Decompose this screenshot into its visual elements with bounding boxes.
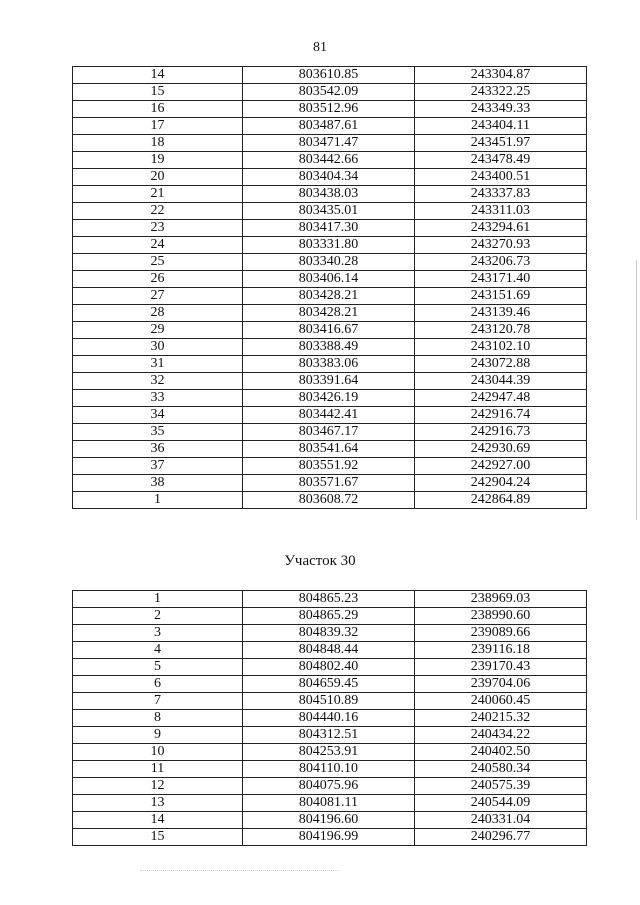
table-row bbox=[73, 441, 587, 458]
point-number-cell: 3 bbox=[73, 625, 243, 642]
x-coordinate-cell: 803331.80 bbox=[243, 237, 415, 254]
x-coordinate-cell: 804802.40 bbox=[243, 659, 415, 676]
y-coordinate-cell: 243171.40 bbox=[415, 271, 587, 288]
table-row bbox=[73, 458, 587, 475]
x-coordinate-cell: 804865.23 bbox=[243, 591, 415, 608]
x-coordinate-cell: 803426.19 bbox=[243, 390, 415, 407]
x-coordinate-cell: 803551.92 bbox=[243, 458, 415, 475]
point-number-cell: 10 bbox=[73, 744, 243, 761]
table-row bbox=[73, 84, 587, 101]
point-number-cell: 13 bbox=[73, 795, 243, 812]
y-coordinate-cell: 240575.39 bbox=[415, 778, 587, 795]
x-coordinate-cell: 804312.51 bbox=[243, 727, 415, 744]
x-coordinate-cell: 804196.60 bbox=[243, 812, 415, 829]
point-number-cell: 34 bbox=[73, 407, 243, 424]
y-coordinate-cell: 243072.88 bbox=[415, 356, 587, 373]
x-coordinate-cell: 804510.89 bbox=[243, 693, 415, 710]
table-body bbox=[73, 591, 587, 846]
table-row bbox=[73, 135, 587, 152]
y-coordinate-cell: 243206.73 bbox=[415, 254, 587, 271]
table-row bbox=[73, 407, 587, 424]
point-number-cell: 1 bbox=[73, 591, 243, 608]
point-number-cell: 12 bbox=[73, 778, 243, 795]
y-coordinate-cell: 238990.60 bbox=[415, 608, 587, 625]
x-coordinate-cell: 803442.66 bbox=[243, 152, 415, 169]
point-number-cell: 31 bbox=[73, 356, 243, 373]
point-number-cell: 22 bbox=[73, 203, 243, 220]
x-coordinate-cell: 803435.01 bbox=[243, 203, 415, 220]
x-coordinate-cell: 803404.34 bbox=[243, 169, 415, 186]
x-coordinate-cell: 803512.96 bbox=[243, 101, 415, 118]
x-coordinate-cell: 803571.67 bbox=[243, 475, 415, 492]
y-coordinate-cell: 240544.09 bbox=[415, 795, 587, 812]
y-coordinate-cell: 240434.22 bbox=[415, 727, 587, 744]
coordinates-table-top bbox=[72, 66, 587, 509]
x-coordinate-cell: 804253.91 bbox=[243, 744, 415, 761]
y-coordinate-cell: 243311.03 bbox=[415, 203, 587, 220]
table-row bbox=[73, 67, 587, 84]
table-row bbox=[73, 475, 587, 492]
point-number-cell: 38 bbox=[73, 475, 243, 492]
table-row bbox=[73, 761, 587, 778]
y-coordinate-cell: 243451.97 bbox=[415, 135, 587, 152]
point-number-cell: 35 bbox=[73, 424, 243, 441]
point-number-cell: 28 bbox=[73, 305, 243, 322]
y-coordinate-cell: 242947.48 bbox=[415, 390, 587, 407]
y-coordinate-cell: 243400.51 bbox=[415, 169, 587, 186]
point-number-cell: 30 bbox=[73, 339, 243, 356]
y-coordinate-cell: 243349.33 bbox=[415, 101, 587, 118]
point-number-cell: 17 bbox=[73, 118, 243, 135]
table-row bbox=[73, 812, 587, 829]
x-coordinate-cell: 803391.64 bbox=[243, 373, 415, 390]
point-number-cell: 27 bbox=[73, 288, 243, 305]
table-row bbox=[73, 305, 587, 322]
point-number-cell: 5 bbox=[73, 659, 243, 676]
y-coordinate-cell: 243044.39 bbox=[415, 373, 587, 390]
y-coordinate-cell: 239704.06 bbox=[415, 676, 587, 693]
y-coordinate-cell: 243322.25 bbox=[415, 84, 587, 101]
y-coordinate-cell: 243102.10 bbox=[415, 339, 587, 356]
x-coordinate-cell: 803541.64 bbox=[243, 441, 415, 458]
table-row bbox=[73, 492, 587, 509]
table-row bbox=[73, 101, 587, 118]
table-row bbox=[73, 795, 587, 812]
table-row bbox=[73, 356, 587, 373]
x-coordinate-cell: 803471.47 bbox=[243, 135, 415, 152]
y-coordinate-cell: 243404.11 bbox=[415, 118, 587, 135]
y-coordinate-cell: 239170.43 bbox=[415, 659, 587, 676]
table-row bbox=[73, 237, 587, 254]
point-number-cell: 14 bbox=[73, 812, 243, 829]
scan-edge-mark bbox=[636, 260, 637, 520]
y-coordinate-cell: 243151.69 bbox=[415, 288, 587, 305]
x-coordinate-cell: 804848.44 bbox=[243, 642, 415, 659]
point-number-cell: 18 bbox=[73, 135, 243, 152]
y-coordinate-cell: 243478.49 bbox=[415, 152, 587, 169]
point-number-cell: 6 bbox=[73, 676, 243, 693]
y-coordinate-cell: 243294.61 bbox=[415, 220, 587, 237]
coordinates-table-section-30 bbox=[72, 590, 587, 846]
table-body bbox=[73, 67, 587, 509]
y-coordinate-cell: 242916.73 bbox=[415, 424, 587, 441]
x-coordinate-cell: 803388.49 bbox=[243, 339, 415, 356]
point-number-cell: 1 bbox=[73, 492, 243, 509]
page-number: 81 bbox=[313, 40, 327, 55]
y-coordinate-cell: 242904.24 bbox=[415, 475, 587, 492]
table-row bbox=[73, 424, 587, 441]
table-row bbox=[73, 373, 587, 390]
y-coordinate-cell: 242916.74 bbox=[415, 407, 587, 424]
scan-artifact bbox=[140, 870, 340, 875]
table-row bbox=[73, 271, 587, 288]
y-coordinate-cell: 240580.34 bbox=[415, 761, 587, 778]
point-number-cell: 21 bbox=[73, 186, 243, 203]
point-number-cell: 16 bbox=[73, 101, 243, 118]
x-coordinate-cell: 804196.99 bbox=[243, 829, 415, 846]
x-coordinate-cell: 804440.16 bbox=[243, 710, 415, 727]
y-coordinate-cell: 242930.69 bbox=[415, 441, 587, 458]
table-row bbox=[73, 608, 587, 625]
x-coordinate-cell: 803428.21 bbox=[243, 305, 415, 322]
x-coordinate-cell: 804110.10 bbox=[243, 761, 415, 778]
x-coordinate-cell: 804081.11 bbox=[243, 795, 415, 812]
table-row bbox=[73, 322, 587, 339]
x-coordinate-cell: 804659.45 bbox=[243, 676, 415, 693]
section-title: Участок 30 bbox=[284, 553, 356, 569]
table-row bbox=[73, 118, 587, 135]
y-coordinate-cell: 239089.66 bbox=[415, 625, 587, 642]
point-number-cell: 25 bbox=[73, 254, 243, 271]
x-coordinate-cell: 804839.32 bbox=[243, 625, 415, 642]
point-number-cell: 20 bbox=[73, 169, 243, 186]
table-row bbox=[73, 152, 587, 169]
point-number-cell: 4 bbox=[73, 642, 243, 659]
x-coordinate-cell: 803542.09 bbox=[243, 84, 415, 101]
point-number-cell: 32 bbox=[73, 373, 243, 390]
y-coordinate-cell: 240331.04 bbox=[415, 812, 587, 829]
y-coordinate-cell: 243337.83 bbox=[415, 186, 587, 203]
x-coordinate-cell: 803417.30 bbox=[243, 220, 415, 237]
point-number-cell: 15 bbox=[73, 84, 243, 101]
x-coordinate-cell: 803406.14 bbox=[243, 271, 415, 288]
point-number-cell: 23 bbox=[73, 220, 243, 237]
table-row bbox=[73, 254, 587, 271]
y-coordinate-cell: 243120.78 bbox=[415, 322, 587, 339]
point-number-cell: 9 bbox=[73, 727, 243, 744]
x-coordinate-cell: 804075.96 bbox=[243, 778, 415, 795]
table-row bbox=[73, 744, 587, 761]
x-coordinate-cell: 803487.61 bbox=[243, 118, 415, 135]
x-coordinate-cell: 803428.21 bbox=[243, 288, 415, 305]
point-number-cell: 24 bbox=[73, 237, 243, 254]
table-row bbox=[73, 727, 587, 744]
y-coordinate-cell: 240402.50 bbox=[415, 744, 587, 761]
x-coordinate-cell: 803467.17 bbox=[243, 424, 415, 441]
table-row bbox=[73, 625, 587, 642]
x-coordinate-cell: 803383.06 bbox=[243, 356, 415, 373]
x-coordinate-cell: 803416.67 bbox=[243, 322, 415, 339]
y-coordinate-cell: 240060.45 bbox=[415, 693, 587, 710]
table-row bbox=[73, 169, 587, 186]
table-row bbox=[73, 591, 587, 608]
table-row bbox=[73, 642, 587, 659]
table-row bbox=[73, 693, 587, 710]
point-number-cell: 37 bbox=[73, 458, 243, 475]
y-coordinate-cell: 239116.18 bbox=[415, 642, 587, 659]
y-coordinate-cell: 243139.46 bbox=[415, 305, 587, 322]
point-number-cell: 19 bbox=[73, 152, 243, 169]
point-number-cell: 29 bbox=[73, 322, 243, 339]
x-coordinate-cell: 803610.85 bbox=[243, 67, 415, 84]
y-coordinate-cell: 238969.03 bbox=[415, 591, 587, 608]
y-coordinate-cell: 243304.87 bbox=[415, 67, 587, 84]
table-row bbox=[73, 186, 587, 203]
y-coordinate-cell: 240296.77 bbox=[415, 829, 587, 846]
point-number-cell: 33 bbox=[73, 390, 243, 407]
x-coordinate-cell: 803442.41 bbox=[243, 407, 415, 424]
table-row bbox=[73, 659, 587, 676]
point-number-cell: 11 bbox=[73, 761, 243, 778]
table-row bbox=[73, 778, 587, 795]
table-row bbox=[73, 203, 587, 220]
point-number-cell: 2 bbox=[73, 608, 243, 625]
y-coordinate-cell: 240215.32 bbox=[415, 710, 587, 727]
table-row bbox=[73, 339, 587, 356]
y-coordinate-cell: 243270.93 bbox=[415, 237, 587, 254]
x-coordinate-cell: 803438.03 bbox=[243, 186, 415, 203]
table-row bbox=[73, 390, 587, 407]
y-coordinate-cell: 242864.89 bbox=[415, 492, 587, 509]
point-number-cell: 7 bbox=[73, 693, 243, 710]
point-number-cell: 26 bbox=[73, 271, 243, 288]
point-number-cell: 15 bbox=[73, 829, 243, 846]
table-row bbox=[73, 829, 587, 846]
x-coordinate-cell: 803608.72 bbox=[243, 492, 415, 509]
table-row bbox=[73, 220, 587, 237]
y-coordinate-cell: 242927.00 bbox=[415, 458, 587, 475]
point-number-cell: 36 bbox=[73, 441, 243, 458]
point-number-cell: 8 bbox=[73, 710, 243, 727]
table-row bbox=[73, 676, 587, 693]
point-number-cell: 14 bbox=[73, 67, 243, 84]
table-row bbox=[73, 288, 587, 305]
x-coordinate-cell: 804865.29 bbox=[243, 608, 415, 625]
table-row bbox=[73, 710, 587, 727]
x-coordinate-cell: 803340.28 bbox=[243, 254, 415, 271]
